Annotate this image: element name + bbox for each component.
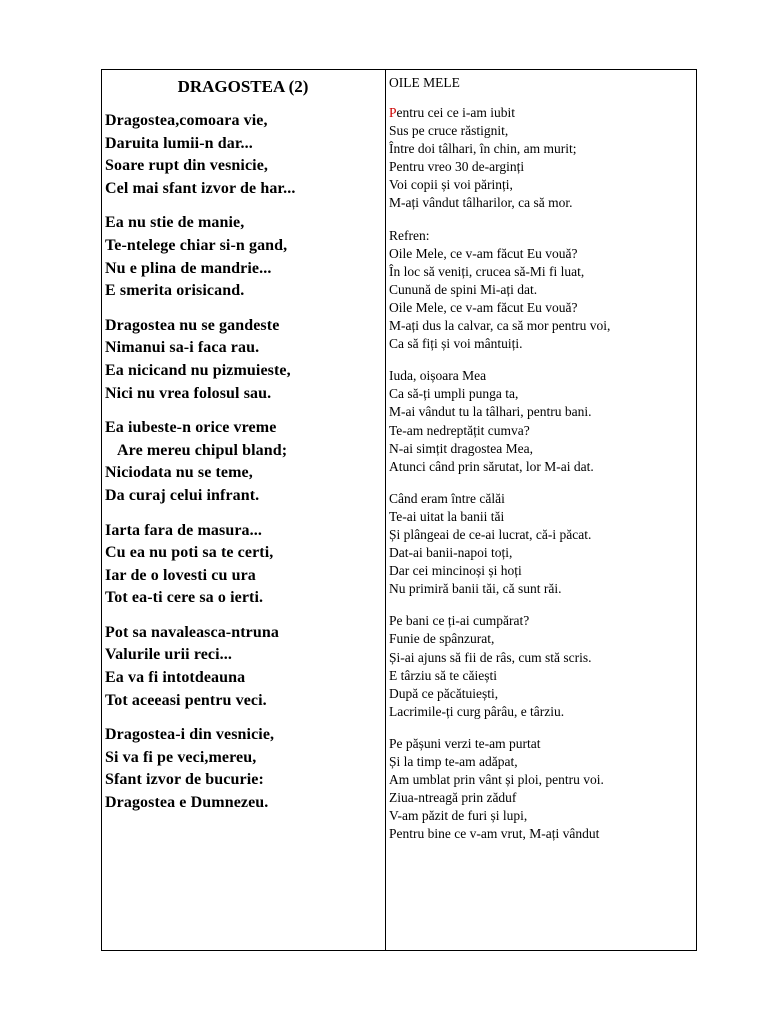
poem-line: N-ai simțit dragostea Mea, — [389, 440, 533, 456]
poem-line: Iarta fara de masura... — [105, 521, 262, 539]
right-stanza — [389, 490, 696, 599]
poem-line: Iuda, oișoara Mea — [389, 368, 487, 384]
right-poem-first-line — [389, 104, 696, 122]
poem-line: Te-am nedreptățit cumva? — [389, 422, 530, 438]
poem-line: Tot ea-ti cere sa o ierti. — [105, 589, 264, 607]
poem-line: Te-ai uitat la banii tăi — [389, 508, 505, 524]
left-stanza — [105, 110, 385, 200]
poem-line: Are mereu chipul bland; — [117, 441, 288, 459]
left-stanza — [105, 724, 385, 814]
right-stanza — [389, 735, 696, 844]
poem-line: Dar cei mincinoși și hoți — [389, 563, 522, 579]
poem-line: Te-ntelege chiar si-n gand, — [105, 236, 288, 254]
left-stanza — [105, 520, 385, 610]
drop-letter: P — [389, 105, 397, 120]
poem-table — [101, 69, 697, 951]
poem-line: V-am păzit de furi și lupi, — [389, 808, 528, 824]
poem-line: Ea va fi intotdeauna — [105, 669, 246, 687]
poem-line: Între doi tâlhari, în chin, am murit; — [389, 141, 577, 157]
poem-line: Ziua-ntreagă prin zăduf — [389, 790, 517, 806]
poem-line: Sus pe cruce răstignit, — [389, 123, 509, 139]
poem-line: Sfant izvor de bucurie: — [105, 771, 264, 789]
poem-line: E târziu să te căiești — [389, 667, 497, 683]
left-stanza — [105, 212, 385, 302]
poem-line: Am umblat prin vânt și ploi, pentru voi. — [389, 772, 604, 788]
poem-line: Oile Mele, ce v-am făcut Eu vouă? — [389, 245, 578, 261]
poem-line: Si va fi pe veci,mereu, — [105, 748, 257, 766]
poem-line: Pentru bine ce v-am vrut, M-ați vândut — [389, 826, 600, 842]
poem-line: Dat-ai banii-napoi toți, — [389, 545, 513, 561]
first-line-rest: entru cei ce i-am iubit — [396, 105, 515, 120]
poem-line: Ea nu stie de manie, — [105, 214, 245, 232]
right-column — [386, 70, 696, 950]
poem-line: Pe pășuni verzi te-am purtat — [389, 735, 541, 751]
poem-line: E smerita orisicand. — [105, 282, 245, 300]
poem-line: Ca să fiți și voi mântuiți. — [389, 336, 523, 352]
left-poem-title: DRAGOSTEA (2) — [177, 77, 309, 96]
poem-line: Pentru vreo 30 de-arginți — [389, 159, 525, 175]
poem-line: Refren: — [389, 227, 430, 243]
poem-line: Dragostea-i din vesnicie, — [105, 726, 275, 744]
poem-line: Cu ea nu poti sa te certi, — [105, 544, 274, 562]
poem-line: Voi copii și voi părinți, — [389, 177, 513, 193]
poem-line: Dragostea e Dumnezeu. — [105, 794, 269, 812]
poem-line: M-ați vândut tâlharilor, ca să mor. — [389, 195, 573, 211]
poem-line: Și la timp te-am adăpat, — [389, 754, 518, 769]
poem-line: Oile Mele, ce v-am făcut Eu vouă? — [389, 299, 578, 315]
poem-line: Cel mai sfant izvor de har... — [105, 179, 296, 197]
poem-line: Dragostea nu se gandeste — [105, 316, 280, 334]
right-stanza — [389, 367, 696, 476]
left-poem-body — [105, 110, 385, 815]
right-stanza — [389, 612, 696, 721]
poem-line: Când eram între călăi — [389, 490, 505, 506]
poem-line: Da curaj celui infrant. — [105, 486, 260, 504]
poem-line: Soare rupt din vesnicie, — [105, 157, 269, 175]
left-stanza — [105, 622, 385, 712]
poem-line: Cunună de spini Mi-ați dat. — [389, 281, 538, 297]
right-stanza — [389, 122, 696, 212]
poem-line: Nimanui sa-i faca rau. — [105, 339, 260, 357]
poem-line: Pot sa navaleasca-ntruna — [105, 623, 279, 641]
right-poem-title: OILE MELE — [389, 75, 460, 90]
poem-line: Nu primiră banii tăi, că sunt răi. — [389, 581, 562, 597]
poem-line: Ca să-ți umpli punga ta, — [389, 386, 519, 402]
poem-line: Pe bani ce ți-ai cumpărat? — [389, 613, 530, 629]
right-stanza — [389, 227, 696, 354]
poem-line: Daruita lumii-n dar... — [105, 134, 253, 152]
poem-line: M-ați dus la calvar, ca să mor pentru voi, — [389, 318, 611, 334]
poem-line: Tot aceeasi pentru veci. — [105, 691, 267, 709]
right-poem-body — [389, 122, 696, 843]
poem-line: În loc să veniți, crucea să-Mi fi luat, — [389, 263, 585, 279]
left-stanza — [105, 417, 385, 507]
poem-line: Lacrimile-ți curg pârâu, e târziu. — [389, 703, 565, 719]
poem-line: Iar de o lovesti cu ura — [105, 566, 256, 584]
poem-line: Nici nu vrea folosul sau. — [105, 384, 272, 402]
poem-line: Valurile urii reci... — [105, 646, 232, 664]
left-column — [102, 70, 386, 950]
poem-line: Și-ai ajuns să fii de râs, cum stă scris. — [389, 649, 592, 665]
poem-line: Funie de spânzurat, — [389, 631, 495, 647]
poem-line: Ea iubeste-n orice vreme — [105, 419, 277, 437]
poem-line: Și plângeai de ce-ai lucrat, că-i păcat. — [389, 526, 592, 542]
poem-line: M-ai vândut tu la tâlhari, pentru bani. — [389, 404, 592, 420]
poem-line: Ea nicicand nu pizmuieste, — [105, 361, 291, 379]
left-stanza — [105, 315, 385, 405]
poem-line: După ce păcătuiești, — [389, 685, 499, 701]
poem-line: Niciodata nu se teme, — [105, 464, 253, 482]
poem-line: Atunci când prin sărutat, lor M-ai dat. — [389, 458, 594, 474]
poem-line: Dragostea,comoara vie, — [105, 112, 268, 129]
poem-line: Nu e plina de mandrie... — [105, 259, 272, 277]
